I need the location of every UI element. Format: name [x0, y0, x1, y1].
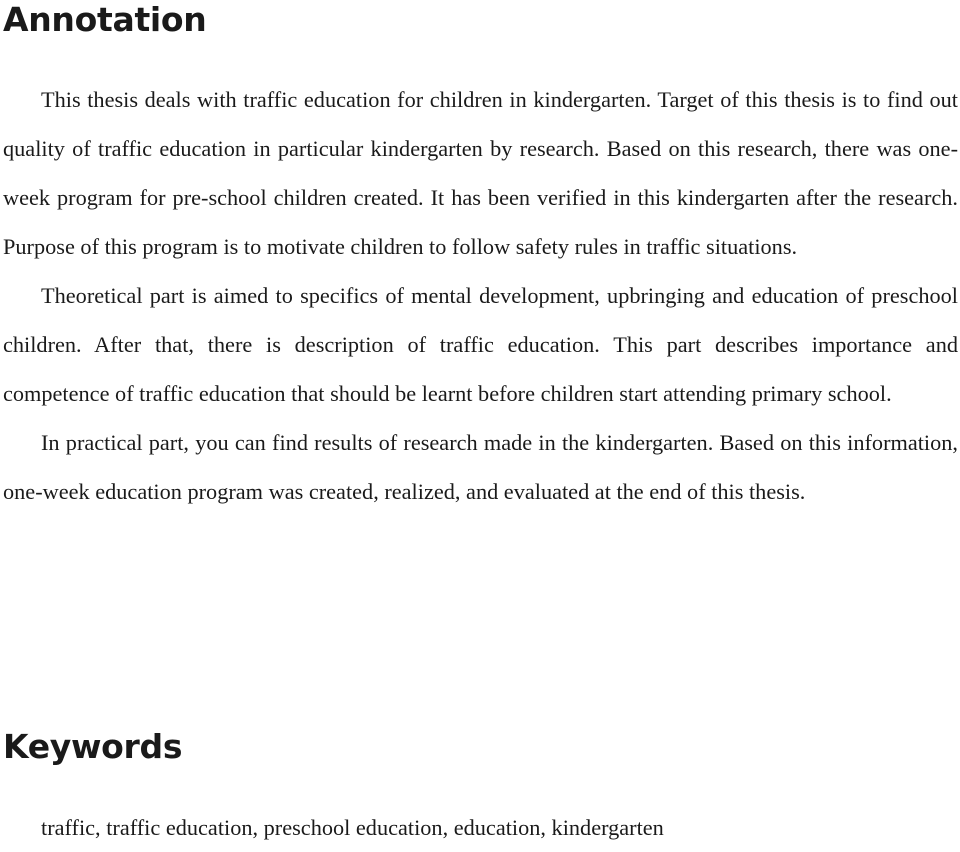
keywords-list: traffic, traffic education, preschool education, education, kindergarten [41, 815, 664, 840]
annotation-heading: Annotation [3, 0, 207, 39]
annotation-paragraph-3: In practical part, you can find results of research made in the kindergarten. Based on this information, one-week education program was created, realized, and evaluated at the end of this thesis. [3, 430, 958, 504]
annotation-body [3, 75, 958, 516]
annotation-paragraph-2: Theoretical part is aimed to specifics of mental development, upbringing and education of preschool children. After that, there is description of traffic education. This part describes importance and competence of traffic education that should be learnt before children start attending primary school. [3, 283, 958, 406]
keywords-heading: Keywords [3, 727, 183, 766]
annotation-paragraph-1: This thesis deals with traffic education for children in kindergarten. Target of this thesis is to find out quality of traffic education in particular kindergarten by research. Based on this research, there was one-week program for pre-school children created. It has been verified in this kindergarten after the research. Purpose of this program is to motivate children to follow safety rules in traffic situations. [3, 87, 958, 259]
